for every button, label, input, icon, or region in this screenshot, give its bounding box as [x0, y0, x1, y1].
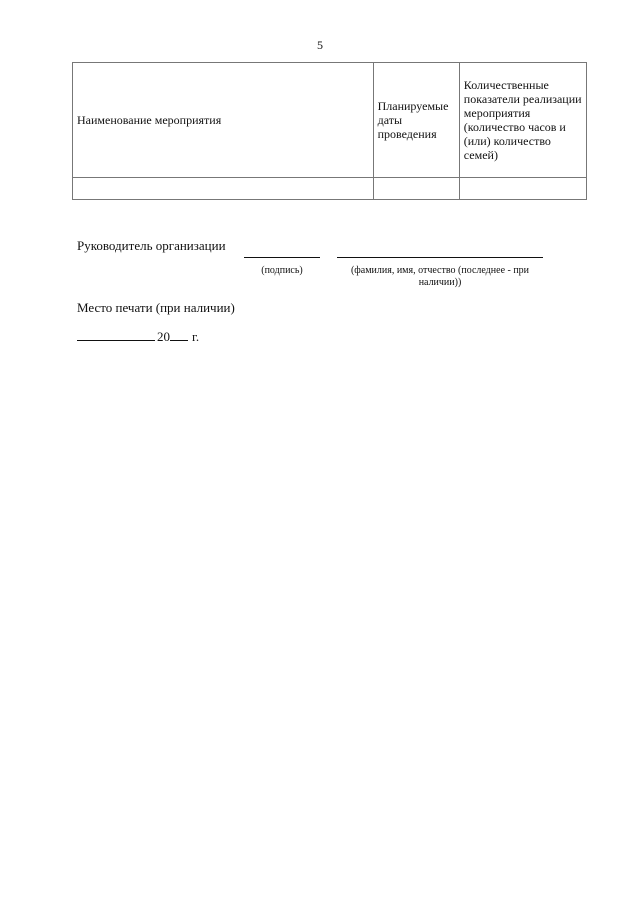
events-table: [72, 62, 587, 200]
full-name-line[interactable]: [337, 257, 543, 258]
table-cell[interactable]: [373, 178, 459, 200]
page-number: 5: [317, 38, 323, 52]
header-quantitative-indicators: Количественные показатели реализации мероприятия (количество часов и (или) количество семей): [459, 63, 586, 178]
head-of-organization-label: Руководитель организации: [77, 238, 226, 253]
header-planned-dates: Планируемые даты проведения: [373, 63, 459, 178]
signature-line[interactable]: [244, 257, 320, 258]
seal-label: Место печати (при наличии): [77, 300, 235, 315]
table-cell[interactable]: [459, 178, 586, 200]
header-event-name: Наименование мероприятия: [73, 63, 374, 178]
table-header-row: [73, 63, 587, 178]
table-row: [73, 178, 587, 200]
date-year-suffix: г.: [192, 329, 200, 344]
date-day-month-blank[interactable]: [77, 327, 155, 341]
table-cell[interactable]: [73, 178, 374, 200]
date-year-blank[interactable]: [170, 327, 188, 341]
full-name-caption: (фамилия, имя, отчество (последнее - при наличии)): [350, 265, 530, 288]
date-year-prefix: 20: [157, 329, 170, 344]
date-row: [77, 327, 199, 345]
signature-caption: (подпись): [261, 265, 303, 276]
